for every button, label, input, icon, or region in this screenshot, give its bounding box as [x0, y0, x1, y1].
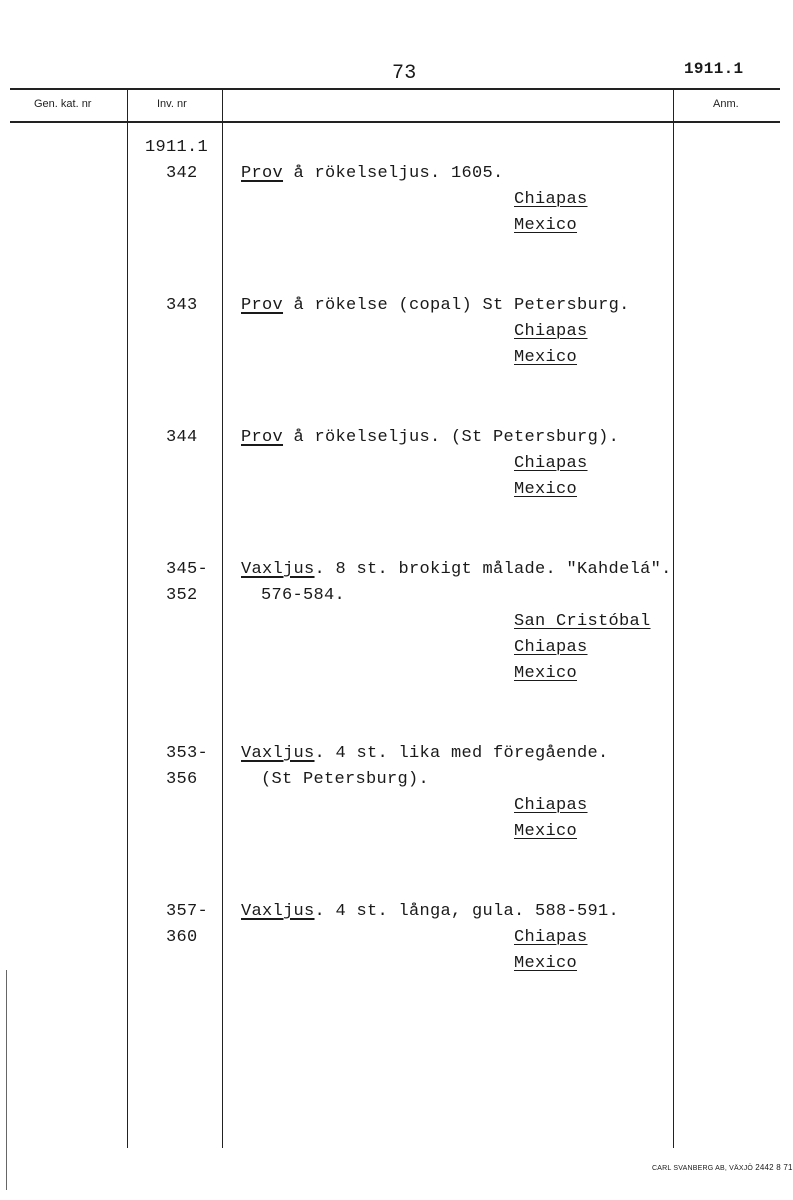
place-country: Mexico — [514, 348, 578, 367]
place-region: Chiapas — [514, 190, 588, 209]
entry-description: Prov å rökelseljus. 1605. — [241, 164, 504, 183]
entry-description: Vaxljus. 8 st. brokigt målade. "Kahdelá". — [241, 560, 672, 579]
header-gen-kat-nr: Gen. kat. nr — [34, 98, 92, 110]
inv-number-end: 356 — [166, 770, 198, 789]
place-region: Chiapas — [514, 322, 588, 341]
entry-description: Vaxljus. 4 st. lika med föregående. — [241, 744, 609, 763]
place-country: Mexico — [514, 216, 578, 235]
series-label: 1911.1 — [145, 138, 209, 157]
entry-description: Prov å rökelse (copal) St Petersburg. — [241, 296, 630, 315]
entry-description-cont: (St Petersburg). — [261, 770, 430, 789]
place-region: Chiapas — [514, 928, 588, 947]
entry-description: Prov å rökelseljus. (St Petersburg). — [241, 428, 620, 447]
col-divider-gen-inv — [127, 88, 128, 1148]
page-number: 73 — [392, 62, 417, 85]
object-type: Prov — [241, 428, 284, 447]
place-country: Mexico — [514, 954, 578, 973]
inv-number: 342 — [166, 164, 198, 183]
place-country: Mexico — [514, 480, 578, 499]
entry-description: Vaxljus. 4 st. långa, gula. 588-591. — [241, 902, 620, 921]
header-anm: Anm. — [713, 98, 739, 110]
left-edge-mark — [6, 970, 7, 1190]
place-region: Chiapas — [514, 796, 588, 815]
inv-number-start: 345- — [166, 560, 209, 579]
object-type: Prov — [241, 164, 284, 183]
place-country: Mexico — [514, 822, 578, 841]
inv-number-end: 352 — [166, 586, 198, 605]
place-city: San Cristóbal — [514, 612, 651, 631]
inv-number: 344 — [166, 428, 198, 447]
inv-number-end: 360 — [166, 928, 198, 947]
year-reference: 1911.1 — [684, 60, 744, 78]
printer-imprint: CARL SVANBERG AB, VÄXJÖ 2442 8 71 — [652, 1163, 793, 1172]
header-top-rule — [10, 88, 780, 90]
inv-number-start: 353- — [166, 744, 209, 763]
object-type: Prov — [241, 296, 284, 315]
object-type: Vaxljus — [241, 902, 315, 921]
col-divider-inv-desc — [222, 88, 223, 1148]
entry-description-cont: 576-584. — [261, 586, 346, 605]
header-bottom-rule — [10, 121, 780, 123]
object-type: Vaxljus — [241, 744, 315, 763]
inv-number-start: 357- — [166, 902, 209, 921]
col-divider-desc-anm — [673, 88, 674, 1148]
inv-number: 343 — [166, 296, 198, 315]
header-inv-nr: Inv. nr — [157, 98, 187, 110]
place-region: Chiapas — [514, 638, 588, 657]
place-country: Mexico — [514, 664, 578, 683]
place-region: Chiapas — [514, 454, 588, 473]
object-type: Vaxljus — [241, 560, 315, 579]
